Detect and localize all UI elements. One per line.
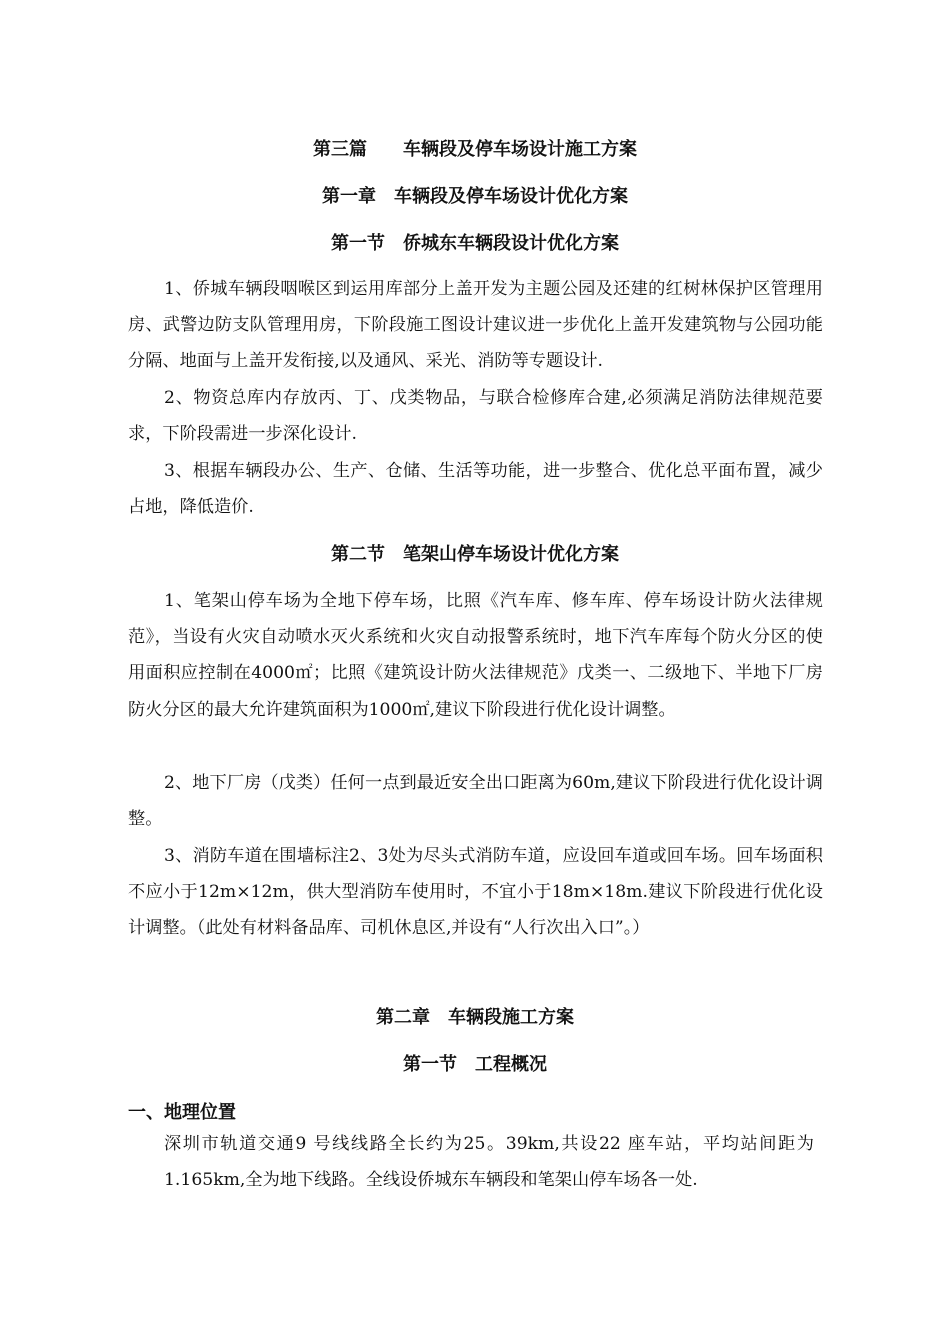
- paragraph: 1、笔架山停车场为全地下停车场，比照《汽车库、修车库、停车场设计防火法律规范》，当设有火灾自动喷水灭火系统和火灾自动报警系统时，地下汽车库每个防火分区的使用面积应控制在4000㎡；比照《建筑设计防火法律规范》戊类一、二级地下、半地下厂房防火分区的最大允许建筑面积为1000㎡,建议下阶段进行优化设计调整。: [128, 591, 823, 720]
- paragraph: 3、消防车道在围墙标注2、3处为尽头式消防车道，应设回车道或回车场。回车场面积不应小于12m×12m，供大型消防车使用时，不宜小于18m×18m.建议下阶段进行优化设计调整。（此处有材料备品库、司机休息区,并设有“人行次出入口”。）: [128, 846, 823, 939]
- paragraph: 2、物资总库内存放丙、丁、戊类物品，与联合检修库合建,必须满足消防法律规范要求，下阶段需进一步深化设计.: [128, 388, 823, 445]
- section-title: 第一节 工程概况: [403, 1054, 547, 1075]
- subheading: 一、地理位置: [128, 1102, 236, 1123]
- paragraph: 深圳市轨道交通9 号线线路全长约为25。39km,共设22 座车站，平均站间距为1.165km,全为地下线路。全线设侨城东车辆段和笔架山停车场各一处.: [164, 1134, 814, 1191]
- chapter-title: 第一章 车辆段及停车场设计优化方案: [322, 186, 628, 207]
- paragraph: 3、根据车辆段办公、生产、仓储、生活等功能，进一步整合、优化总平面布置，减少占地，降低造价.: [128, 461, 823, 518]
- paragraph: 1、侨城车辆段咽喉区到运用库部分上盖开发为主题公园及还建的红树林保护区管理用房、武警边防支队管理用房，下阶段施工图设计建议进一步优化上盖开发建筑物与公园功能分隔、地面与上盖开发衔接,以及通风、采光、消防等专题设计.: [128, 279, 823, 372]
- part-title: 第三篇 车辆段及停车场设计施工方案: [313, 139, 637, 160]
- chapter-title: 第二章 车辆段施工方案: [376, 1007, 574, 1028]
- paragraph: 2、地下厂房（戊类）任何一点到最近安全出口距离为60m,建议下阶段进行优化设计调整。: [128, 773, 823, 830]
- section-title: 第一节 侨城东车辆段设计优化方案: [331, 233, 619, 254]
- section-title: 第二节 笔架山停车场设计优化方案: [331, 544, 619, 565]
